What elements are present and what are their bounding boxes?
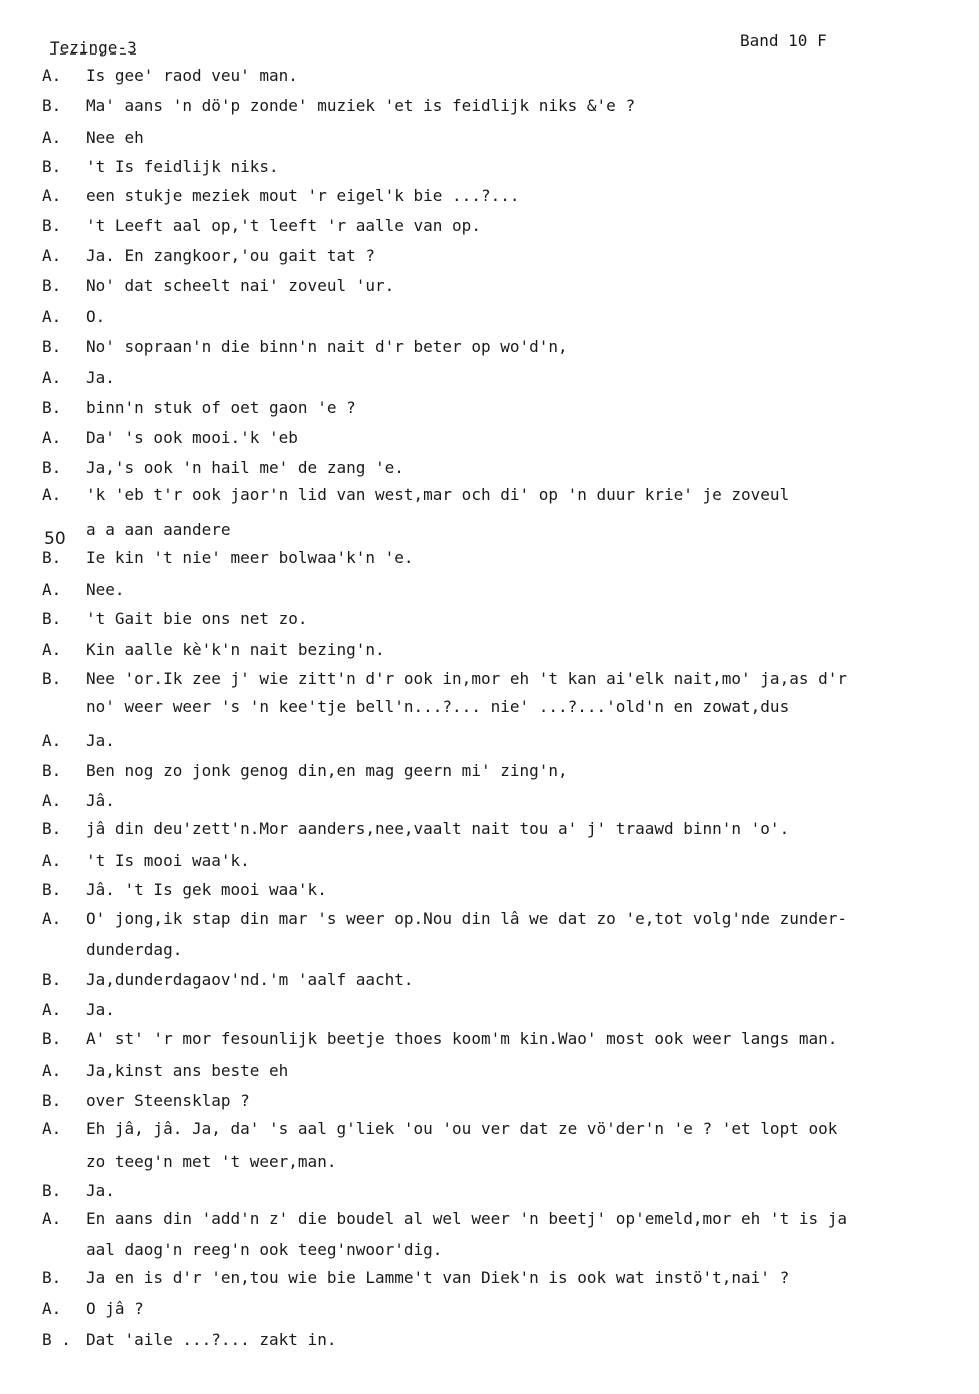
tape-label: Band 10 F (740, 31, 827, 50)
utterance-text: dunderdag. (86, 940, 183, 959)
speaker-label: B. (42, 216, 62, 235)
speaker-label: A. (42, 909, 62, 928)
transcript-line (42, 880, 967, 900)
transcript-line (42, 1000, 967, 1020)
speaker-label: B. (42, 1029, 62, 1048)
speaker-label: B. (42, 337, 62, 356)
speaker-label: A. (42, 246, 62, 265)
utterance-text: Ja,'s ook 'n hail me' de zang 'e. (86, 458, 404, 477)
speaker-label: A. (42, 851, 62, 870)
utterance-text: Kin aalle kè'k'n nait bezing'n. (86, 640, 385, 659)
utterance-text: 'k 'eb t'r ook jaor'n lid van west,mar och di' op 'n duur krie' je zoveul (86, 485, 790, 504)
speaker-label: A. (42, 307, 62, 326)
document-title: Tezinge-3 (50, 38, 137, 57)
utterance-text: een stukje meziek mout 'r eigel'k bie ...?... (86, 186, 520, 205)
speaker-label: B. (42, 398, 62, 417)
transcript-line (42, 970, 967, 990)
transcript-line (42, 1268, 967, 1288)
transcript-continuation-line (86, 1152, 966, 1172)
utterance-text: En aans din 'add'n z' die boudel al wel weer 'n beetj' op'emeld,mor eh 't is ja (86, 1209, 847, 1228)
transcript-line (42, 909, 967, 929)
transcript-line (42, 66, 967, 86)
transcript-continuation-line (86, 520, 966, 540)
transcript-line (42, 669, 967, 689)
margin-line-number: 50 (44, 529, 66, 549)
speaker-label: A. (42, 1209, 62, 1228)
transcript-line (42, 819, 967, 839)
utterance-text: No' dat scheelt nai' zoveul 'ur. (86, 276, 395, 295)
utterance-text: Dat 'aile ...?... zakt in. (86, 1330, 337, 1349)
transcript-line (42, 761, 967, 781)
utterance-text: Eh jâ, jâ. Ja, da' 's aal g'liek 'ou 'ou ver dat ze vö'der'n 'e ? 'et lopt ook (86, 1119, 838, 1138)
utterance-text: No' sopraan'n die binn'n nait d'r beter op wo'd'n, (86, 337, 568, 356)
utterance-text: Ja. (86, 1000, 115, 1019)
utterance-text: Ie kin 't nie' meer bolwaa'k'n 'e. (86, 548, 414, 567)
utterance-text: Jâ. (86, 791, 115, 810)
speaker-label: A. (42, 1299, 62, 1318)
speaker-label: A. (42, 1119, 62, 1138)
speaker-label: B. (42, 761, 62, 780)
speaker-label: B. (42, 880, 62, 899)
utterance-text: 't Gait bie ons net zo. (86, 609, 308, 628)
transcript-line (42, 186, 967, 206)
speaker-label: B. (42, 819, 62, 838)
utterance-text: 't Is mooi waa'k. (86, 851, 250, 870)
speaker-label: B . (42, 1330, 71, 1349)
utterance-text: over Steensklap ? (86, 1091, 250, 1110)
transcript-line (42, 276, 967, 296)
utterance-text: O' jong,ik stap din mar 's weer op.Nou din lâ we dat zo 'e,tot volg'nde zunder- (86, 909, 847, 928)
transcript-continuation-line (86, 697, 966, 717)
utterance-text: a a aan aandere (86, 520, 231, 539)
utterance-text: O. (86, 307, 106, 326)
utterance-text: Nee eh (86, 128, 144, 147)
utterance-text: Nee 'or.Ik zee j' wie zitt'n d'r ook in,mor eh 't kan ai'elk nait,mo' ja,as d'r (86, 669, 847, 688)
speaker-label: A. (42, 128, 62, 147)
utterance-text: zo teeg'n met 't weer,man. (86, 1152, 337, 1171)
transcript-line (42, 580, 967, 600)
speaker-label: B. (42, 96, 62, 115)
transcript-line (42, 458, 967, 478)
transcript-line (42, 216, 967, 236)
speaker-label: A. (42, 640, 62, 659)
speaker-label: A. (42, 186, 62, 205)
speaker-label: A. (42, 428, 62, 447)
utterance-text: Is gee' raod veu' man. (86, 66, 298, 85)
speaker-label: A. (42, 485, 62, 504)
utterance-text: A' st' 'r mor fesounlijk beetje thoes koom'm kin.Wao' most ook weer langs man. (86, 1029, 838, 1048)
transcript-continuation-line (86, 1240, 966, 1260)
transcript-line (42, 337, 967, 357)
transcript-line (42, 640, 967, 660)
speaker-label: A. (42, 368, 62, 387)
speaker-label: A. (42, 1000, 62, 1019)
transcript-line (42, 368, 967, 388)
transcript-line (42, 791, 967, 811)
utterance-text: Ja. (86, 731, 115, 750)
utterance-text: Nee. (86, 580, 125, 599)
transcript-line (42, 96, 967, 116)
transcript-line (42, 731, 967, 751)
speaker-label: B. (42, 669, 62, 688)
speaker-label: B. (42, 970, 62, 989)
utterance-text: 't Leeft aal op,'t leeft 'r aalle van op. (86, 216, 481, 235)
transcript-continuation-line (86, 940, 966, 960)
utterance-text: Da' 's ook mooi.'k 'eb (86, 428, 298, 447)
speaker-label: B. (42, 458, 62, 477)
speaker-label: B. (42, 548, 62, 567)
transcript-line (42, 1091, 967, 1111)
transcript-line (42, 398, 967, 418)
utterance-text: Ja,dunderdagaov'nd.'m 'aalf aacht. (86, 970, 414, 989)
transcript-line (42, 1061, 967, 1081)
utterance-text: Ma' aans 'n dö'p zonde' muziek 'et is feidlijk niks &'e ? (86, 96, 636, 115)
speaker-label: A. (42, 731, 62, 750)
transcript-line (42, 1330, 967, 1350)
speaker-label: B. (42, 276, 62, 295)
transcript-line (42, 157, 967, 177)
utterance-text: O jâ ? (86, 1299, 144, 1318)
utterance-text: aal daog'n reeg'n ook teeg'nwoor'dig. (86, 1240, 443, 1259)
speaker-label: A. (42, 1061, 62, 1080)
transcript-line (42, 1029, 967, 1049)
transcript-line (42, 128, 967, 148)
utterance-text: jâ din deu'zett'n.Mor aanders,nee,vaalt nait tou a' j' traawd binn'n 'o'. (86, 819, 790, 838)
transcript-line (42, 609, 967, 629)
utterance-text: Ja en is d'r 'en,tou wie bie Lamme't van Diek'n is ook wat instö't,nai' ? (86, 1268, 790, 1287)
transcript-line (42, 1209, 967, 1229)
speaker-label: A. (42, 791, 62, 810)
transcript-line (42, 246, 967, 266)
transcript-line (42, 1119, 967, 1139)
utterance-text: binn'n stuk of oet gaon 'e ? (86, 398, 356, 417)
utterance-text: Ja. (86, 1181, 115, 1200)
speaker-label: B. (42, 1091, 62, 1110)
transcript-line (42, 851, 967, 871)
utterance-text: Ja,kinst ans beste eh (86, 1061, 289, 1080)
transcript-line (42, 1181, 967, 1201)
transcript-line (42, 485, 967, 505)
speaker-label: B. (42, 1181, 62, 1200)
speaker-label: B. (42, 157, 62, 176)
utterance-text: Jâ. 't Is gek mooi waa'k. (86, 880, 327, 899)
speaker-label: A. (42, 580, 62, 599)
speaker-label: A. (42, 66, 62, 85)
utterance-text: Ja. En zangkoor,'ou gait tat ? (86, 246, 375, 265)
utterance-text: 't Is feidlijk niks. (86, 157, 279, 176)
utterance-text: Ja. (86, 368, 115, 387)
speaker-label: B. (42, 1268, 62, 1287)
transcript-line (42, 548, 967, 568)
utterance-text: Ben nog zo jonk genog din,en mag geern mi' zing'n, (86, 761, 568, 780)
transcript-line (42, 307, 967, 327)
speaker-label: B. (42, 609, 62, 628)
transcript-line (42, 428, 967, 448)
utterance-text: no' weer weer 's 'n kee'tje bell'n...?... nie' ...?...'old'n en zowat,dus (86, 697, 790, 716)
transcript-line (42, 1299, 967, 1319)
